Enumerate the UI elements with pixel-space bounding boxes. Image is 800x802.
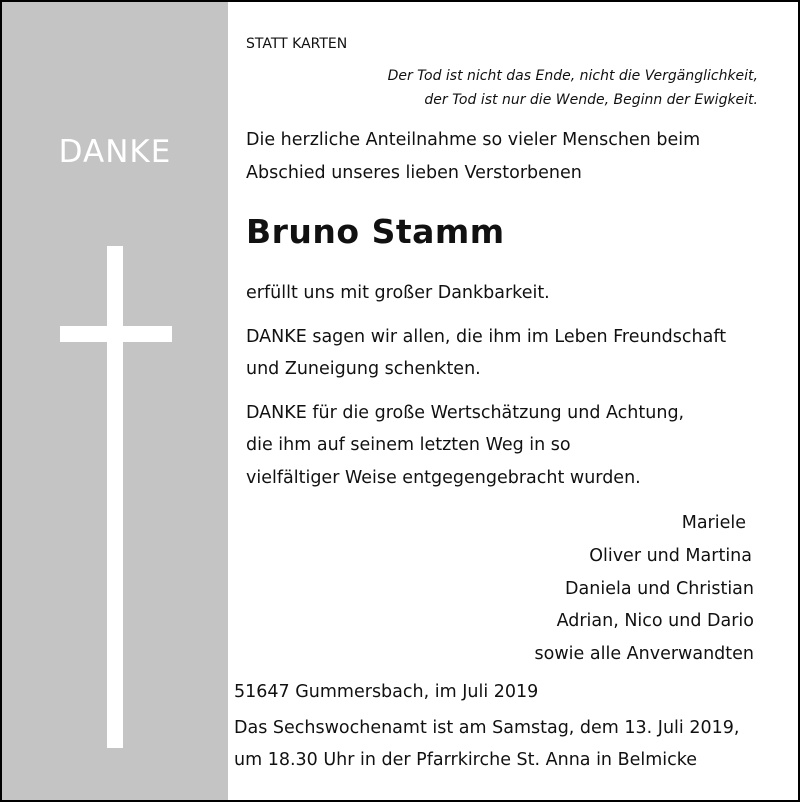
mass-info-line-2: um 18.30 Uhr in der Pfarrkirche St. Anna in Belmicke <box>234 750 698 770</box>
signatory: sowie alle Anverwandten <box>534 644 754 664</box>
signatory: Adrian, Nico und Dario <box>556 611 754 631</box>
thanks-line-1: DANKE sagen wir allen, die ihm im Leben Freundschaft <box>246 327 727 347</box>
cross-icon-crossbar <box>60 326 172 342</box>
appreciation-line-1: DANKE für die große Wertschätzung und Achtung, <box>246 403 685 423</box>
place-date: 51647 Gummersbach, im Juli 2019 <box>234 682 539 702</box>
signatory: Mariele <box>681 513 746 533</box>
deceased-name: Bruno Stamm <box>246 212 505 251</box>
quote-line-1: Der Tod ist nicht das Ende, nicht die Vergänglichkeit, <box>387 68 758 84</box>
intro-line-2: Abschied unseres lieben Verstorbenen <box>246 163 582 183</box>
quote-line-2: der Tod ist nur die Wende, Beginn der Ewigkeit. <box>424 92 758 108</box>
statt-karten-label: STATT KARTEN <box>246 36 348 52</box>
sidebar-panel <box>2 2 228 800</box>
danke-label: DANKE <box>58 134 172 170</box>
thanks-line-2: und Zuneigung schenkten. <box>246 359 481 379</box>
intro-line-1: Die herzliche Anteilnahme so vieler Menschen beim <box>246 130 701 150</box>
gratitude-line: erfüllt uns mit großer Dankbarkeit. <box>246 283 550 303</box>
signatory: Daniela und Christian <box>565 579 754 599</box>
appreciation-line-3: vielfältiger Weise entgegengebracht wurden. <box>246 468 641 488</box>
signatory: Oliver und Martina <box>589 546 752 566</box>
mass-info-line-1: Das Sechswochenamt ist am Samstag, dem 13. Juli 2019, <box>234 718 740 738</box>
cross-icon <box>107 246 123 748</box>
appreciation-line-2: die ihm auf seinem letzten Weg in so <box>246 435 571 455</box>
